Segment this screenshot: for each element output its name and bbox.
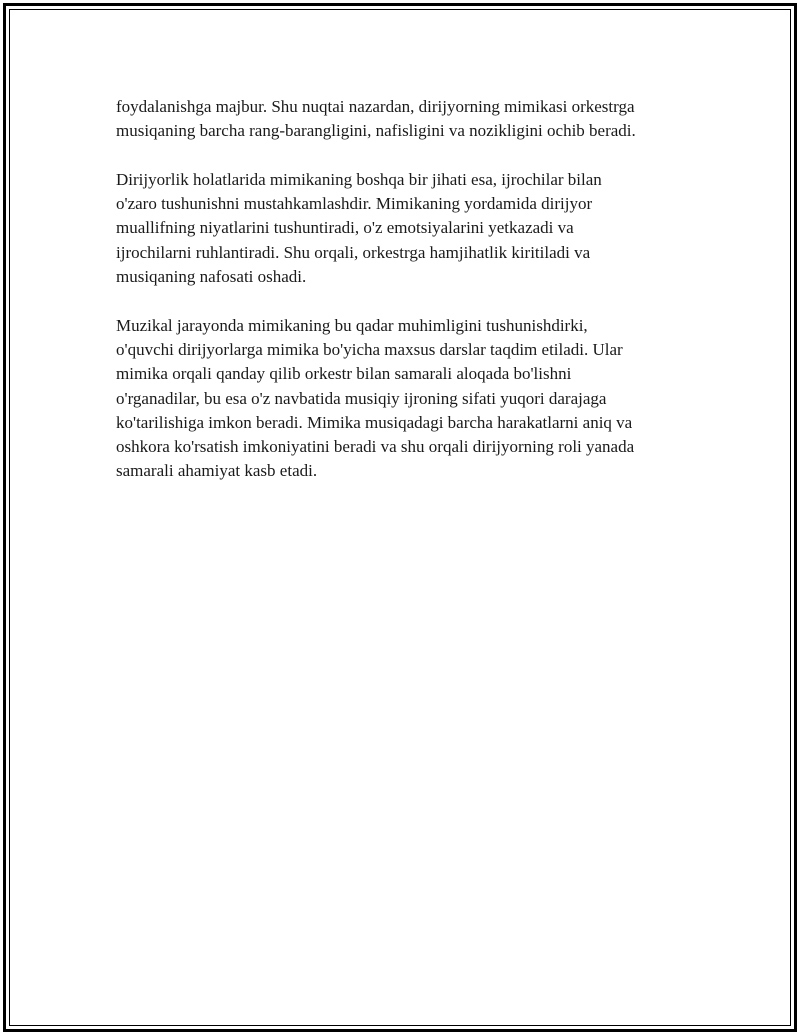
text-line: ijrochilarni ruhlantiradi. Shu orqali, orkestrga hamjihatlik kiritiladi va bbox=[116, 242, 591, 262]
text-line: o'rganadilar, bu esa o'z navbatida musiqiy ijroning sifati yuqori darajaga bbox=[116, 388, 607, 408]
text-line: oshkora ko'rsatish imkoniyatini beradi va shu orqali dirijyorning roli yanada bbox=[116, 437, 635, 457]
text-line: ko'tarilishiga imkon beradi. Mimika musiqadagi barcha harakatlarni aniq va bbox=[116, 412, 633, 432]
text-line: o'zaro tushunishni mustahkamlashdir. Mimikaning yordamida dirijyor bbox=[116, 194, 593, 214]
text-line: muallifning niyatlarini tushuntiradi, o'z emotsiyalarini yetkazadi va bbox=[116, 218, 574, 238]
paragraph bbox=[116, 168, 696, 289]
paragraph bbox=[116, 95, 696, 144]
text-line: Muzikal jarayonda mimikaning bu qadar muhimligini tushunishdirki, bbox=[116, 315, 588, 335]
document-body bbox=[116, 95, 696, 508]
document-page bbox=[3, 3, 797, 1032]
text-line: foydalanishga majbur. Shu nuqtai nazardan, dirijyorning mimikasi orkestrga bbox=[116, 97, 635, 116]
text-line: samarali ahamiyat kasb etadi. bbox=[116, 461, 318, 481]
text-line: mimika orqali qanday qilib orkestr bilan samarali aloqada bo'lishni bbox=[116, 364, 572, 384]
paragraph bbox=[116, 314, 696, 484]
text-line: Dirijyorlik holatlarida mimikaning boshqa bir jihati esa, ijrochilar bilan bbox=[116, 169, 602, 189]
text-line: o'quvchi dirijyorlarga mimika bo'yicha maxsus darslar taqdim etiladi. Ular bbox=[116, 339, 623, 359]
text-line: musiqaning barcha rang-barangligini, nafisligini va nozikligini ochib beradi. bbox=[116, 121, 636, 141]
text-line: musiqaning nafosati oshadi. bbox=[116, 267, 307, 287]
